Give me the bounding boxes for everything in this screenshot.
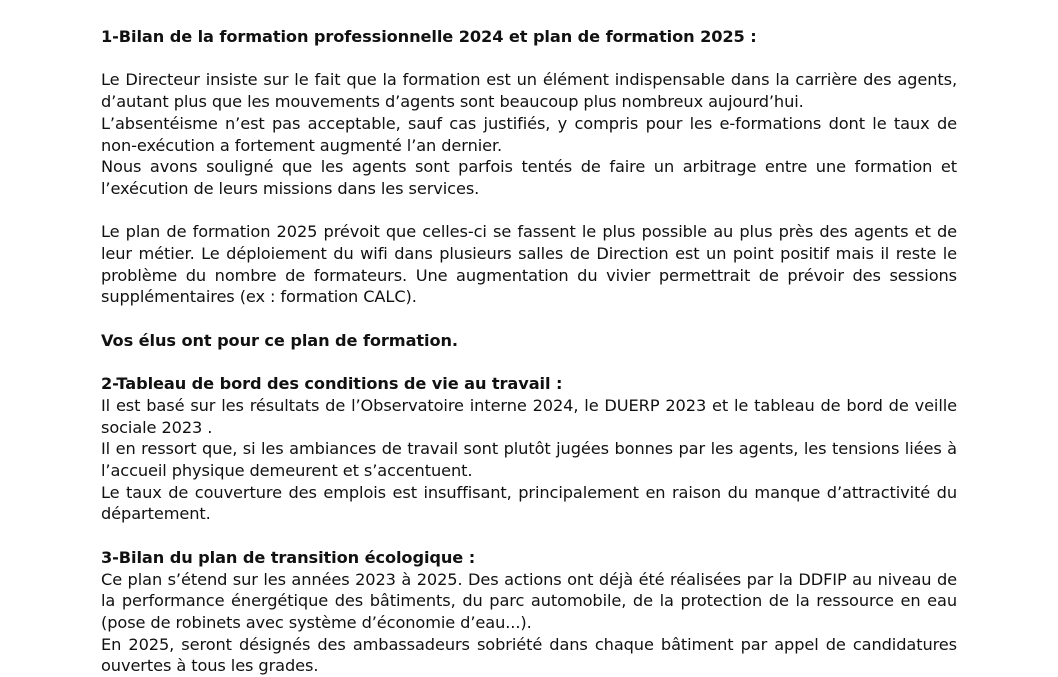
section-1-paragraph-4: Le plan de formation 2025 prévoit que celles-ci se fassent le plus possible au plus près des agents et de leur métier. Le déploiement du wifi dans plusieurs salles de Direction est un point positif mais il reste le problème du nombre de formateurs. Une augmentation du vivier permettrait de prévoir des sessions supplémentaires (ex : formation CALC). bbox=[101, 222, 957, 307]
section-3-title: 3-Bilan du plan de transition écologique : bbox=[101, 547, 476, 567]
section-3-paragraph-2: En 2025, seront désignés des ambassadeurs sobriété dans chaque bâtiment par appel de candidatures ouvertes à tous les grades. bbox=[101, 634, 957, 676]
section-2-paragraph-2: Il en ressort que, si les ambiances de travail sont plutôt jugées bonnes par les agents, les tensions liées à l’accueil physique demeurent et s’accentuent. bbox=[101, 439, 957, 480]
section-2-paragraph-1: Il est basé sur les résultats de l’Observatoire interne 2024, le DUERP 2023 et le tableau de bord de veille sociale 2023 . bbox=[101, 395, 957, 437]
section-2-title: 2-Tableau de bord des conditions de vie au travail : bbox=[101, 374, 563, 394]
document-page bbox=[101, 26, 957, 677]
section-1-paragraph-3: Nous avons souligné que les agents sont parfois tentés de faire un arbitrage entre une formation et l’exécution de leurs missions dans les services. bbox=[101, 157, 957, 198]
section-3-paragraph-1: Ce plan s’étend sur les années 2023 à 2025. Des actions ont déjà été réalisées par la DDFIP au niveau de la performance énergétique des bâtiments, du parc automobile, de la protection de la ressource en eau (pose de robinets avec système d’économie d’eau...). bbox=[101, 569, 957, 632]
section-1-title: 1-Bilan de la formation professionnelle 2024 et plan de formation 2025 : bbox=[101, 27, 757, 46]
section-1-paragraph-2: L’absentéisme n’est pas acceptable, sauf cas justifiés, y compris pour les e-formations dont le taux de non-exécution a fortement augmenté l’an dernier. bbox=[101, 113, 957, 155]
section-2-paragraph-3: Le taux de couverture des emplois est insuffisant, principalement en raison du manque d’attractivité du département. bbox=[101, 482, 957, 524]
section-1-paragraph-1: Le Directeur insiste sur le fait que la formation est un élément indispensable dans la carrière des agents, d’autant plus que les mouvements d’agents sont beaucoup plus nombreux aujourd’hui. bbox=[101, 70, 957, 112]
section-1-conclusion: Vos élus ont pour ce plan de formation. bbox=[101, 330, 458, 350]
